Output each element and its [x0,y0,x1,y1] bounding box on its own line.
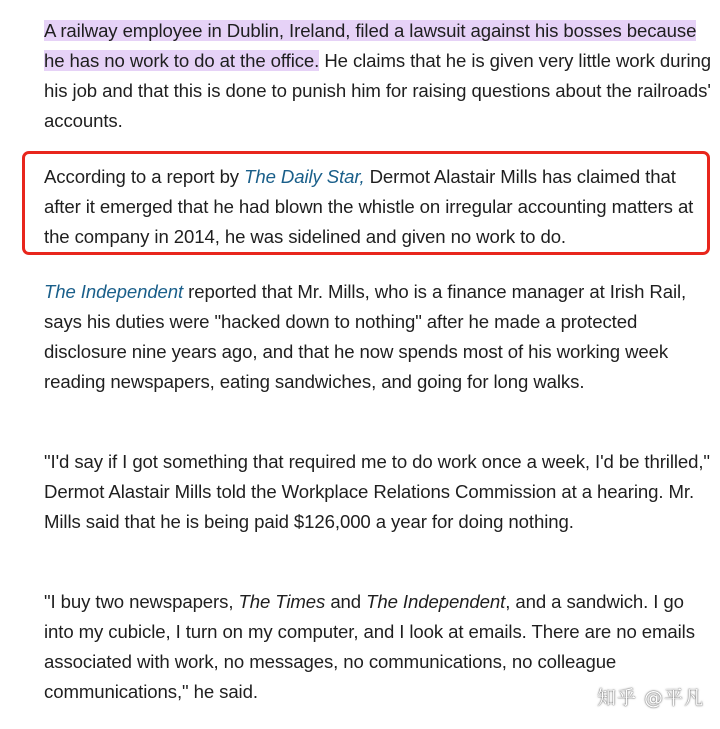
independent-link[interactable]: The Independent [44,281,184,302]
daily-star-link[interactable]: The Daily Star, [244,166,365,187]
paragraph-5-b: and [325,591,367,612]
the-times-title: The Times [238,591,326,612]
paragraph-2-rest: Dermot Alastair Mills has claimed that after it emerged that he had blown the whistle on irregular accounting matters at the company in 2014, he was sidelined and given no work to do. [44,166,694,247]
the-independent-title: The Independent [366,591,506,612]
paragraph-5-c: , and a sandwich. I go into my cubicle, I turn on my computer, and I look at emails. There are no emails associated with work, no messages, no communications, no colleague communications," he said. [44,591,695,702]
paragraph-1-rest: He claims that he is given very little work during his job and that this is done to punish him for raising questions about the railroads' accounts. [44,50,711,131]
paragraph-1 [44,16,716,136]
paragraph-2 [44,162,716,252]
highlighted-text: A railway employee in Dublin, Ireland, filed a lawsuit against his bosses because he has no work to do at the office. [44,20,697,71]
paragraph-4-text: "I'd say if I got something that required me to do work once a week, I'd be thrilled," Dermot Alastair Mills told the Workplace Relations Commission at a hearing. Mr. Mills said that he is being paid $126,000 a year for doing nothing. [44,451,710,532]
paragraph-3 [44,277,716,397]
paragraph-5-a: "I buy two newspapers, [44,591,239,612]
zhihu-watermark: 知乎 @平凡 [596,687,704,709]
paragraph-2-intro: According to a report by [44,166,245,187]
paragraph-3-rest: reported that Mr. Mills, who is a finance manager at Irish Rail, says his duties were "hacked down to nothing" after he made a protected disclosure nine years ago, and that he now spends most of his working week reading newspapers, eating sandwiches, and going for long walks. [44,281,687,392]
paragraph-4 [44,447,716,537]
